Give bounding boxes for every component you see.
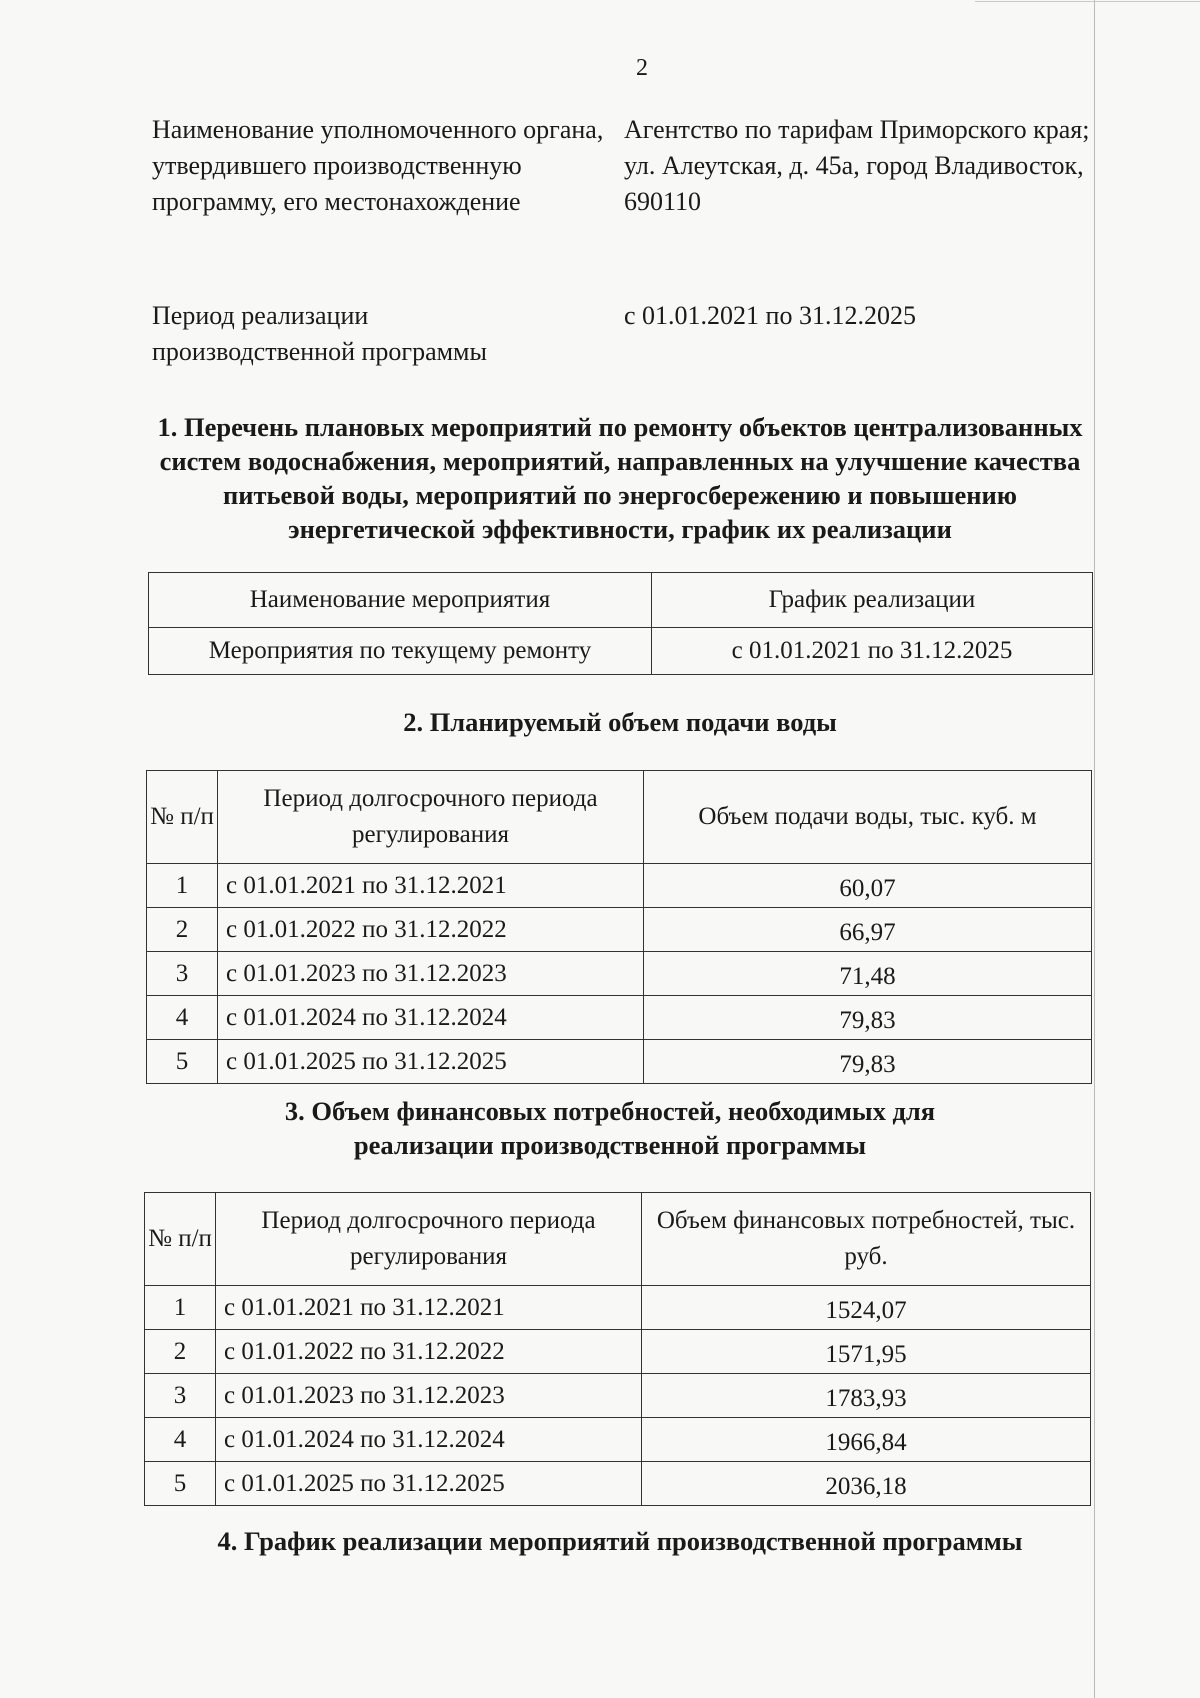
section1-heading: 1. Перечень плановых мероприятий по ремонту объектов централизованных систем водоснабжения, мероприятий, направленных на улучшение качества питьевой воды, мероприятий по энергосбережению и повышению энергетической эффективности, график их реализации	[157, 412, 1083, 544]
section3-heading: 3. Объем финансовых потребностей, необходимых для реализации производственной программы	[284, 1096, 936, 1160]
header-cell: Период долгосрочного периода регулирования	[218, 771, 644, 864]
row-number-cell: 5	[147, 1040, 218, 1084]
table-row	[147, 908, 1092, 952]
section2-table	[146, 770, 1092, 1084]
table-row	[145, 1330, 1091, 1374]
period-cell: с 01.01.2022 по 31.12.2022	[216, 1330, 642, 1374]
period-label: Период реализации производственной программы	[152, 301, 487, 366]
finance-cell: 1571,95	[642, 1330, 1091, 1374]
row-number-cell: 4	[147, 996, 218, 1040]
header-cell: Объем подачи воды, тыс. куб. м	[644, 771, 1092, 864]
header-cell: Объем финансовых потребностей, тыс. руб.	[642, 1193, 1091, 1286]
row-number-cell: 3	[147, 952, 218, 996]
scan-top-line	[975, 1, 1200, 2]
table-header-row	[145, 1193, 1091, 1286]
section4-heading: 4. График реализации мероприятий производственной программы	[217, 1526, 1023, 1556]
section2-heading: 2. Планируемый объем подачи воды	[403, 707, 837, 737]
row-number-cell: 2	[147, 908, 218, 952]
header-cell: График реализации	[652, 573, 1093, 628]
row-number-cell: 2	[145, 1330, 216, 1374]
section3-table	[144, 1192, 1091, 1506]
volume-cell: 79,83	[644, 1040, 1092, 1084]
table-row	[147, 952, 1092, 996]
period-cell: с 01.01.2023 по 31.12.2023	[218, 952, 644, 996]
finance-cell: 2036,18	[642, 1462, 1091, 1506]
period-value: с 01.01.2021 по 31.12.2025	[624, 301, 916, 330]
schedule-cell: с 01.01.2021 по 31.12.2025	[652, 628, 1093, 675]
page-number: 2	[636, 55, 648, 81]
row-number-cell: 3	[145, 1374, 216, 1418]
section1-table	[148, 572, 1093, 675]
row-number-cell: 1	[147, 864, 218, 908]
authority-label: Наименование уполномоченного органа, утвердившего производственную программу, его местонахождение	[152, 115, 604, 216]
table-header-row	[147, 771, 1092, 864]
period-cell: с 01.01.2024 по 31.12.2024	[216, 1418, 642, 1462]
period-cell: с 01.01.2025 по 31.12.2025	[218, 1040, 644, 1084]
table-row	[149, 628, 1093, 675]
scan-edge-line	[1094, 0, 1095, 1698]
row-number-cell: 4	[145, 1418, 216, 1462]
table-row	[147, 1040, 1092, 1084]
table-row	[145, 1462, 1091, 1506]
header-cell: Период долгосрочного периода регулирования	[216, 1193, 642, 1286]
period-cell: с 01.01.2022 по 31.12.2022	[218, 908, 644, 952]
table-row	[145, 1418, 1091, 1462]
period-cell: с 01.01.2021 по 31.12.2021	[218, 864, 644, 908]
finance-cell: 1783,93	[642, 1374, 1091, 1418]
finance-cell: 1524,07	[642, 1286, 1091, 1330]
authority-value: Агентство по тарифам Приморского края; ул. Алеутская, д. 45а, город Владивосток, 690110	[624, 115, 1090, 216]
period-cell: с 01.01.2023 по 31.12.2023	[216, 1374, 642, 1418]
row-number-cell: 1	[145, 1286, 216, 1330]
header-cell: Наименование мероприятия	[149, 573, 652, 628]
table-row	[145, 1374, 1091, 1418]
table-row	[147, 864, 1092, 908]
volume-cell: 60,07	[644, 864, 1092, 908]
row-number-cell: 5	[145, 1462, 216, 1506]
table-header-row	[149, 573, 1093, 628]
table-row	[145, 1286, 1091, 1330]
period-cell: с 01.01.2025 по 31.12.2025	[216, 1462, 642, 1506]
table-row	[147, 996, 1092, 1040]
finance-cell: 1966,84	[642, 1418, 1091, 1462]
period-cell: с 01.01.2021 по 31.12.2021	[216, 1286, 642, 1330]
volume-cell: 71,48	[644, 952, 1092, 996]
header-cell: № п/п	[147, 771, 218, 864]
activity-name-cell: Мероприятия по текущему ремонту	[149, 628, 652, 675]
volume-cell: 66,97	[644, 908, 1092, 952]
header-cell: № п/п	[145, 1193, 216, 1286]
period-cell: с 01.01.2024 по 31.12.2024	[218, 996, 644, 1040]
volume-cell: 79,83	[644, 996, 1092, 1040]
